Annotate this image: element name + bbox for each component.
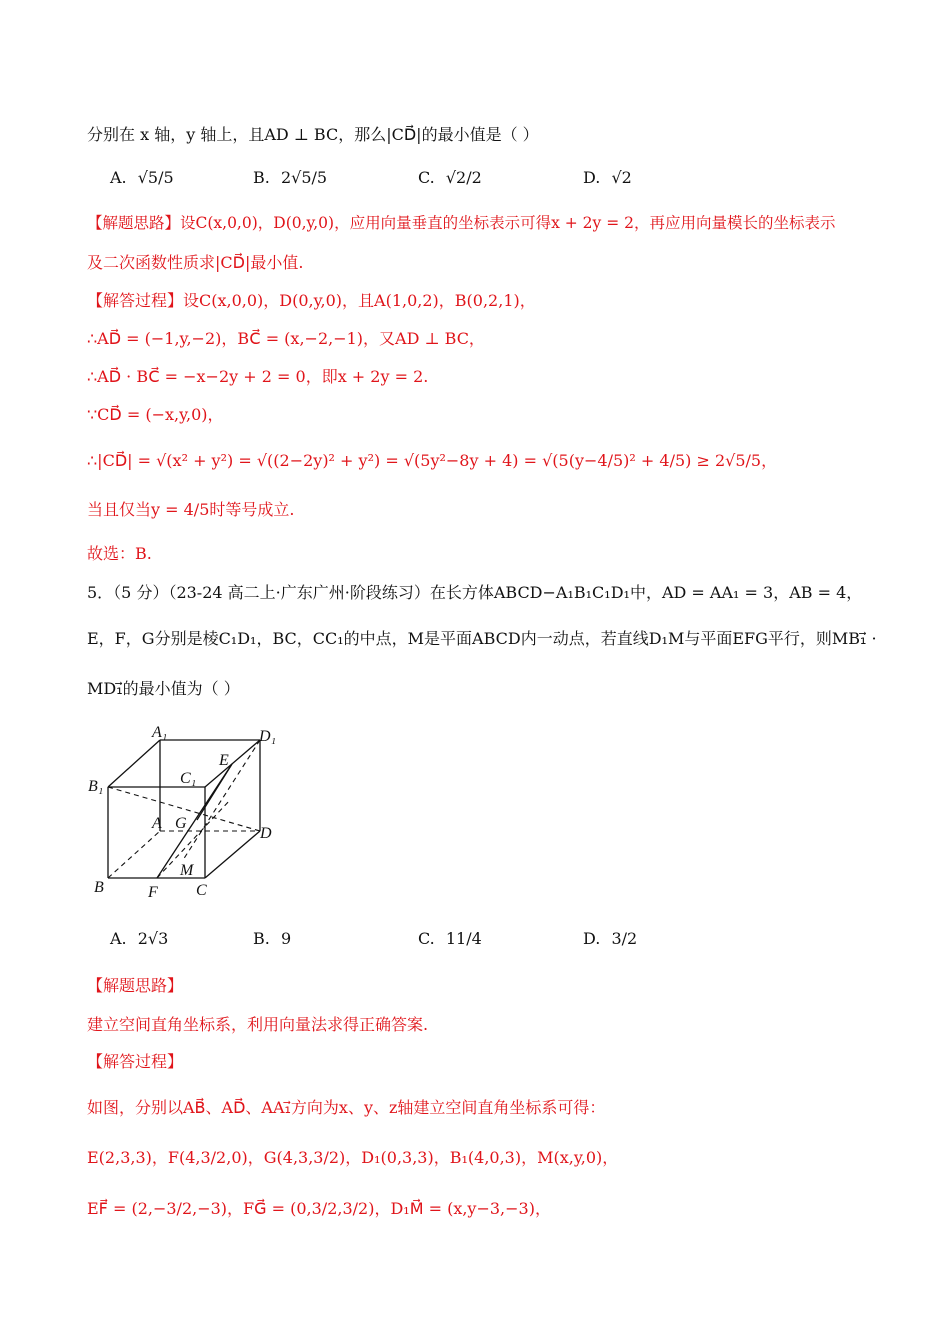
option-label: B. — [253, 929, 270, 948]
edge — [205, 740, 260, 787]
label-c1: C₁ — [180, 770, 197, 787]
label-d: D — [260, 825, 272, 842]
option-value: 9 — [280, 929, 292, 948]
label-b1: B₁ — [88, 778, 104, 795]
edge — [205, 831, 260, 878]
q4-process-line: 当且仅当y = 4/5时等号成立. — [87, 500, 295, 519]
q5-stem-line2: E，F，G分别是棱C₁D₁，BC，CC₁的中点，M是平面ABCD内一动点，若直线D₁M与平面EFG平行，则MB₁⃗ · — [87, 629, 877, 648]
q5-option-a — [110, 929, 168, 948]
q4-process-line: ∴AD⃗ = (−1,y,−2)，BC⃗ = (x,−2,−1)，又AD ⊥ BC， — [87, 329, 485, 348]
label-a1: A₁ — [152, 724, 168, 741]
label-c: C — [196, 882, 207, 899]
label-m: M — [180, 862, 194, 879]
q5-process-line: E(2,3,3)，F(4,3/2,0)，G(4,3,3/2)，D₁(0,3,3)，B₁(4,0,3)，M(x,y,0)， — [87, 1148, 619, 1167]
option-label: C. — [418, 929, 435, 948]
q4-process-line: ∴|CD⃗| = √(x² + y²) = √((2−2y)² + y²) = √(5y²−8y + 4) = √(5(y−4/5)² + 4/5) ≥ 2√5/5， — [87, 451, 778, 470]
q4-option-d — [583, 168, 632, 187]
option-value: √5/5 — [137, 168, 174, 187]
option-label: D. — [583, 168, 601, 187]
option-label: A. — [110, 168, 127, 187]
q4-idea-line2: 及二次函数性质求|CD⃗|最小值. — [87, 253, 304, 272]
option-value: 2√3 — [137, 929, 169, 948]
option-value: √2 — [611, 168, 632, 187]
q5-option-b — [253, 929, 291, 948]
option-value: 3/2 — [611, 929, 638, 948]
q4-answer: 故选：B. — [87, 544, 152, 563]
q4-process-line: ∵CD⃗ = (−x,y,0)， — [87, 405, 224, 424]
q5-process-title: 【解答过程】 — [87, 1052, 184, 1071]
q4-process-line: ∴AD⃗ · BC⃗ = −x−2y + 2 = 0，即x + 2y = 2. — [87, 367, 429, 386]
q5-idea-title: 【解题思路】 — [87, 976, 184, 995]
q4-idea-line1: 【解题思路】设C(x,0,0)，D(0,y,0)，应用向量垂直的坐标表示可得x + 2y = 2，再应用向量模长的坐标表示 — [87, 214, 836, 232]
q5-stem-line3: MD₁⃗的最小值为（ ） — [87, 679, 240, 698]
hidden-edge — [108, 831, 160, 878]
option-value: √2/2 — [445, 168, 482, 187]
label-a: A — [152, 815, 162, 832]
option-label: A. — [110, 929, 127, 948]
q5-option-d — [583, 929, 637, 948]
q5-process-line: 如图，分别以AB⃗、AD⃗、AA₁⃗方向为x、y、z轴建立空间直角坐标系可得： — [87, 1098, 606, 1117]
q5-stem-line1: 5．（5 分）（23-24 高二上·广东广州·阶段练习）在长方体ABCD−A₁B₁C₁D₁中，AD = AA₁ = 3，AB = 4， — [87, 583, 863, 602]
label-d1: D₁ — [259, 728, 277, 745]
option-value: 2√5/5 — [280, 168, 328, 187]
cuboid-figure — [80, 720, 300, 905]
q5-process-line: EF⃗ = (2,−3/2,−3)，FG⃗ = (0,3/2,3/2)，D₁M⃗ = (x,y−3,−3)， — [87, 1199, 551, 1218]
q4-process-line: 【解答过程】设C(x,0,0)，D(0,y,0)，且A(1,0,2)，B(0,2,1)， — [87, 291, 536, 310]
q4-stem: 分别在 x 轴，y 轴上，且AD ⊥ BC，那么|CD⃗|的最小值是（ ） — [87, 125, 539, 144]
q5-idea-text: 建立空间直角坐标系，利用向量法求得正确答案. — [87, 1015, 429, 1034]
edge — [108, 740, 160, 787]
label-f: F — [148, 884, 158, 901]
option-value: 11/4 — [445, 929, 482, 948]
option-label: B. — [253, 168, 270, 187]
q4-option-b — [253, 168, 327, 187]
q4-option-a — [110, 168, 174, 187]
label-g: G — [175, 815, 187, 832]
q5-option-c — [418, 929, 482, 948]
option-label: C. — [418, 168, 435, 187]
q4-option-c — [418, 168, 482, 187]
label-b: B — [94, 879, 104, 896]
option-label: D. — [583, 929, 601, 948]
label-e: E — [219, 752, 229, 769]
